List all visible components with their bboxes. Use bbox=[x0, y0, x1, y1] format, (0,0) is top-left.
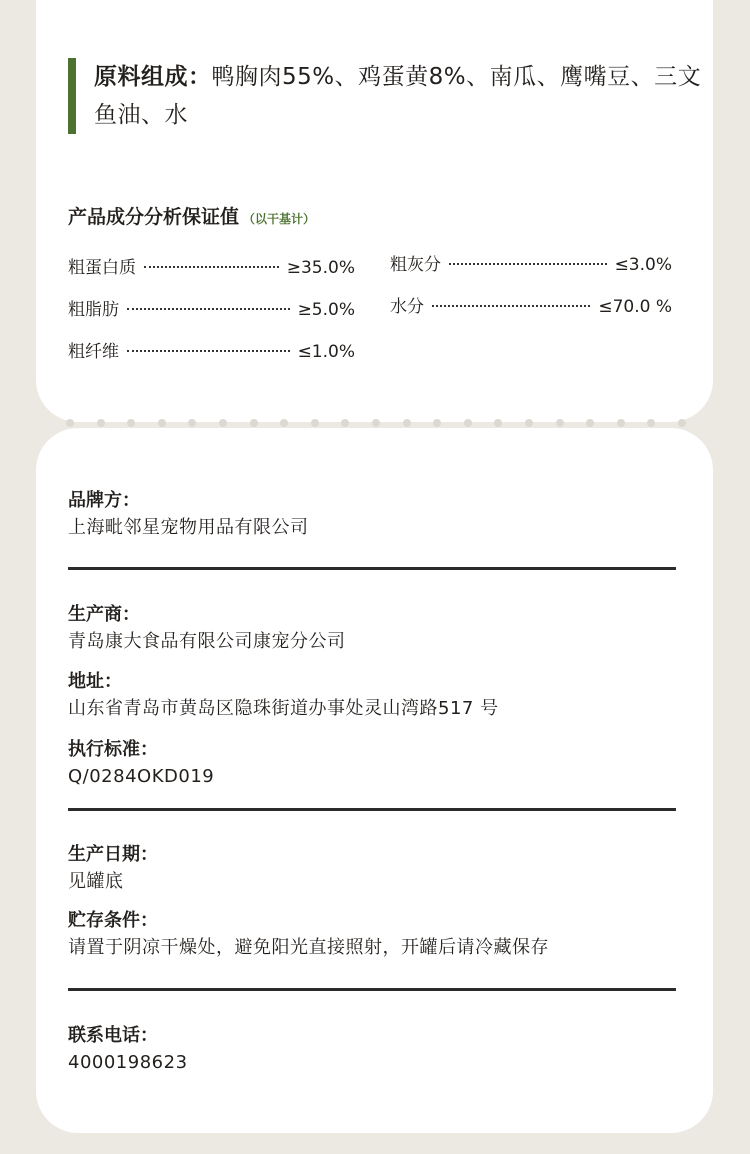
analysis-note: （以干基计） bbox=[243, 212, 316, 226]
production-date-value: 见罐底 bbox=[68, 871, 124, 892]
analysis-row-fiber bbox=[68, 337, 355, 362]
manufacturer-section bbox=[68, 602, 346, 656]
analysis-item-name: 粗纤维 bbox=[68, 342, 119, 362]
storage-label: 贮存条件： bbox=[68, 910, 158, 931]
divider bbox=[68, 808, 676, 811]
perforation-divider bbox=[66, 419, 686, 427]
divider bbox=[68, 988, 676, 991]
analysis-item-name: 粗蛋白质 bbox=[68, 258, 136, 278]
production-date-label: 生产日期： bbox=[68, 844, 158, 865]
analysis-item-name: 粗脂肪 bbox=[68, 300, 119, 320]
analysis-item-name: 水分 bbox=[390, 297, 424, 317]
analysis-item-value: ≤3.0% bbox=[614, 255, 672, 275]
dot-leader bbox=[144, 266, 279, 268]
dot-leader bbox=[432, 305, 590, 307]
analysis-row-ash bbox=[390, 250, 672, 275]
contact-section bbox=[68, 1023, 188, 1077]
address-value: 山东省青岛市黄岛区隐珠街道办事处灵山湾路517 号 bbox=[68, 698, 499, 719]
analysis-item-value: ≥5.0% bbox=[297, 300, 355, 320]
brand-label: 品牌方： bbox=[68, 490, 140, 511]
standard-section bbox=[68, 737, 214, 791]
standard-label: 执行标准： bbox=[68, 739, 158, 760]
manufacturer-label: 生产商： bbox=[68, 604, 140, 625]
divider bbox=[68, 567, 676, 570]
standard-value: Q/0284OKD019 bbox=[68, 766, 215, 787]
analysis-item-value: ≤70.0 % bbox=[598, 297, 672, 317]
analysis-row-protein bbox=[68, 253, 355, 278]
ingredients-text: 鸭胸肉55%、鸡蛋黄8%、南瓜、鹰嘴豆、三文鱼油、水 bbox=[94, 64, 702, 128]
analysis-item-value: ≥35.0% bbox=[286, 258, 355, 278]
brand-section bbox=[68, 488, 309, 542]
analysis-row-moisture bbox=[390, 292, 672, 317]
dot-leader bbox=[127, 350, 290, 352]
brand-value: 上海毗邻星宠物用品有限公司 bbox=[68, 517, 309, 538]
ingredients-label: 原料组成： bbox=[94, 64, 212, 90]
storage-value: 请置于阴凉干燥处，避免阳光直接照射，开罐后请冷藏保存 bbox=[68, 937, 549, 958]
analysis-item-value: ≤1.0% bbox=[297, 342, 355, 362]
address-section bbox=[68, 669, 499, 723]
analysis-row-fat bbox=[68, 295, 355, 320]
analysis-title-text: 产品成分分析保证值 bbox=[68, 206, 240, 228]
dot-leader bbox=[449, 263, 607, 265]
dot-leader bbox=[127, 308, 290, 310]
storage-section bbox=[68, 908, 549, 962]
manufacturer-value: 青岛康大食品有限公司康宠分公司 bbox=[68, 631, 346, 652]
contact-value: 4000198623 bbox=[68, 1052, 188, 1073]
analysis-title bbox=[68, 202, 315, 229]
analysis-item-name: 粗灰分 bbox=[390, 255, 441, 275]
production-date-section bbox=[68, 842, 158, 896]
address-label: 地址： bbox=[68, 671, 122, 692]
ingredients-block bbox=[68, 58, 724, 134]
contact-label: 联系电话： bbox=[68, 1025, 158, 1046]
